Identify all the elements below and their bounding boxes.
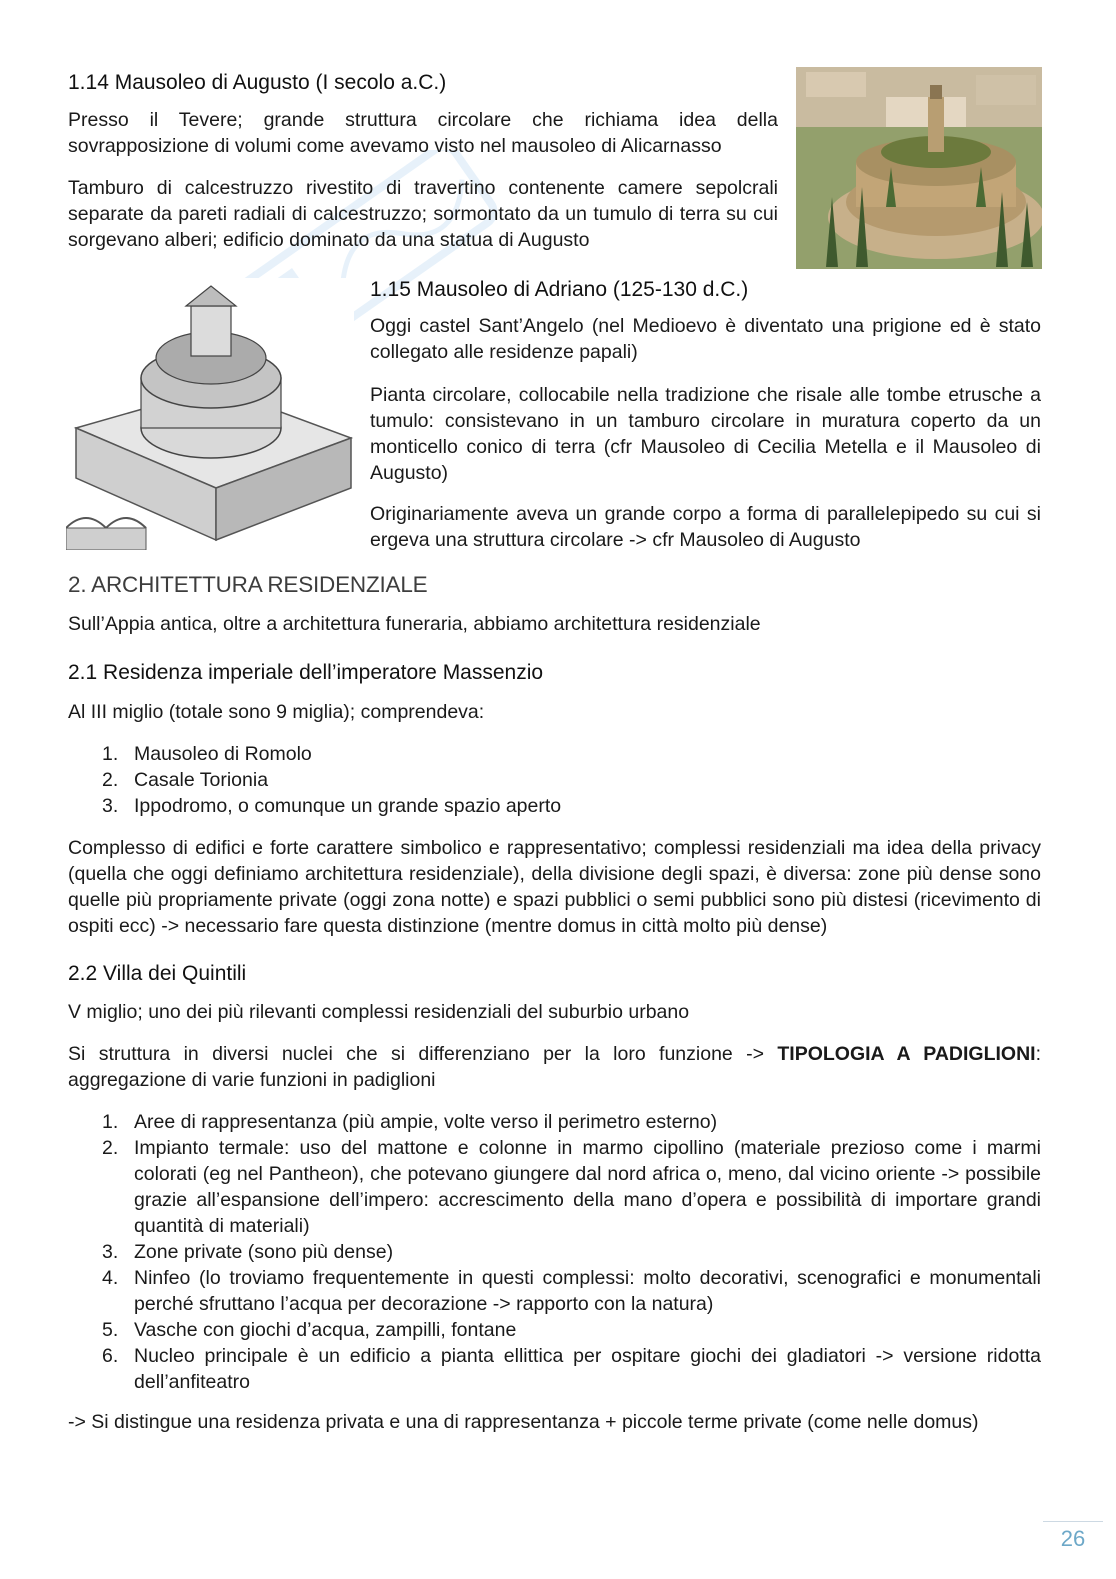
list-item: 2. Impianto termale: uso del mattone e colonne in marmo cipollino (materiale prezioso come i marmi colorati (eg nel Pantheon), che potevano giungere dal nord africa o, meno, dal vicino oriente -> possibile grazie all’espansione dell’impero: accrescimento della mano d’opera e possibilità di importare grandi quantità di materiali): [102, 1137, 1041, 1237]
list-item: 5. Vasche con giochi d’acqua, zampilli, fontane: [102, 1319, 517, 1341]
section-2-2-paragraph-2: Si struttura in diversi nuclei che si differenziano per la loro funzione -> TIPOLOGIA A PADIGLIONI: aggregazione di varie funzioni in padiglioni: [68, 1043, 1041, 1091]
list-item: 1. Mausoleo di Romolo: [102, 743, 312, 765]
section-2-1-title: 2.1 Residenza imperiale dell’imperatore Massenzio: [68, 661, 544, 684]
mausoleo-adriano-image: [66, 278, 354, 550]
list-item: 1. Aree di rappresentanza (più ampie, volte verso il perimetro esterno): [102, 1111, 718, 1133]
section-2-2-list: [68, 1109, 1041, 1395]
section-2-2-conclusion: -> Si distingue una residenza privata e una di rappresentanza + piccole terme private (come nelle domus): [68, 1411, 979, 1433]
section-1-14-title: 1.14 Mausoleo di Augusto (I secolo a.C.): [68, 71, 447, 94]
list-item: 6. Nucleo principale è un edificio a pianta ellittica per ospitare giochi dei gladiatori -> versione ridotta dell’anfiteatro: [102, 1345, 1041, 1393]
section-2-1-list: [68, 741, 1041, 819]
section-2-2-paragraph-1: V miglio; uno dei più rilevanti complessi residenziali del suburbio urbano: [68, 1001, 690, 1023]
list-item: 2. Casale Torionia: [102, 769, 269, 791]
mausoleo-augusto-image: [796, 67, 1042, 269]
section-2-1-paragraph: Complesso di edifici e forte carattere simbolico e rappresentativo; complessi residenziali ma idea della privacy (quella che oggi definiamo architettura residenziale), della divisione degli spazi, è diversa: zone più dense sono quelle più propriamente private (oggi zona notte) e spazi pubblici o semi pubblici sono più distesi (ricevimento di ospiti ecc) -> necessario fare questa distinzione (mentre domus in città molto più dense): [68, 837, 1041, 937]
list-item: 3. Zone private (sono più dense): [102, 1241, 394, 1263]
section-2-1-intro: Al III miglio (totale sono 9 miglia); comprendeva:: [68, 701, 485, 723]
list-item: 3. Ippodromo, o comunque un grande spazio aperto: [102, 795, 562, 817]
page-number: 26: [1060, 1526, 1086, 1551]
section-2-2-title: 2.2 Villa dei Quintili: [68, 962, 247, 985]
section-1-15-paragraph-3: Originariamente aveva un grande corpo a forma di parallelepipedo su cui si ergeva una struttura circolare -> cfr Mausoleo di Augusto: [370, 503, 1041, 551]
page-number-rule: [1043, 1521, 1103, 1522]
section-1-15-paragraph-1: Oggi castel Sant’Angelo (nel Medioevo è diventato una prigione ed è stato collegato alle residenze papali): [370, 315, 1041, 363]
section-1-14-paragraph-1: Presso il Tevere; grande struttura circolare che richiama idea della sovrapposizione di volumi come avevamo visto nel mausoleo di Alicarnasso: [68, 109, 778, 157]
section-2-title: 2. ARCHITETTURA RESIDENZIALE: [68, 572, 428, 597]
section-1-15-title: 1.15 Mausoleo di Adriano (125-130 d.C.): [370, 278, 749, 301]
section-1-14-paragraph-2: Tamburo di calcestruzzo rivestito di travertino contenente camere sepolcrali separate da pareti radiali di calcestruzzo; sormontato da un tumulo di terra su cui sorgevano alberi; edificio dominato da una statua di Augusto: [68, 177, 778, 251]
section-2-paragraph: Sull’Appia antica, oltre a architettura funeraria, abbiamo architettura residenziale: [68, 613, 761, 635]
section-1-15-paragraph-2: Pianta circolare, collocabile nella tradizione che risale alle tombe etrusche a tumulo: consistevano in un tamburo circolare in muratura coperto da un monticello conico di terra (cfr Mausoleo di Cecilia Metella e il Mausoleo di Augusto): [370, 384, 1041, 484]
list-item: 4. Ninfeo (lo troviamo frequentemente in questi complessi: molto decorativi, scenografici e monumentali perché sfruttano l’acqua per decorazione -> rapporto con la natura): [102, 1267, 1041, 1315]
tipologia-bold: TIPOLOGIA A PADIGLIONI: [777, 1043, 1036, 1065]
